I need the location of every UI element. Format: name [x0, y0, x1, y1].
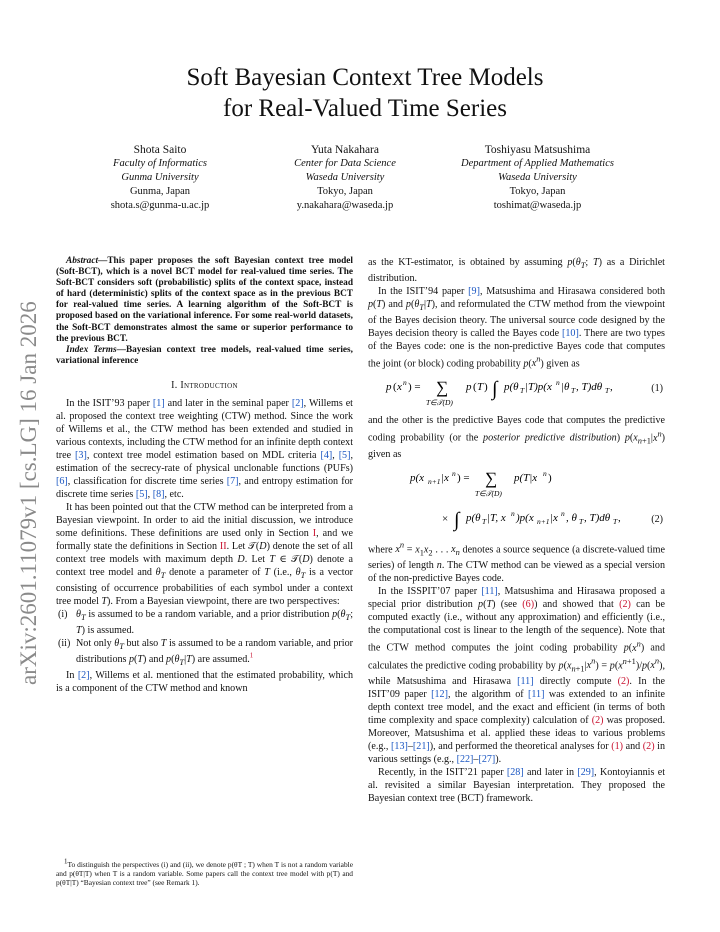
svg-text:n: n: [452, 468, 456, 478]
svg-text:|T, x: |T, x: [487, 511, 506, 524]
svg-text:∫: ∫: [454, 508, 460, 531]
citation-link[interactable]: [2]: [291, 397, 304, 409]
author-department: Center for Data Science: [294, 158, 396, 169]
perspective-list: [56, 608, 353, 669]
svg-text:|x: |x: [550, 511, 558, 524]
author-organization: Waseda University: [305, 172, 385, 183]
svg-text:n+1: n+1: [428, 476, 441, 486]
author-email: shota.s@gunma-u.ac.jp: [110, 200, 210, 211]
svg-text:n: n: [556, 378, 560, 388]
abstract: [56, 256, 353, 345]
svg-text:) =: ) =: [408, 381, 421, 394]
svg-text:x: x: [397, 381, 402, 394]
footnote: 1To distinguish the perspectives (i) and (ii), we denote p(θT ; T) when T is not a random variable and p(θT|T) when T is a random variable. Some papers call the context tree model with p(T) and p(θT|T) “Bayesian context tree” (see Remark 1).: [56, 857, 353, 888]
author-email: y.nakahara@waseda.jp: [296, 200, 394, 211]
svg-text:): ): [548, 471, 552, 484]
equation-link[interactable]: (2): [642, 740, 655, 752]
author-location: Tokyo, Japan: [317, 186, 373, 197]
svg-text:T: T: [579, 516, 584, 526]
svg-text:T: T: [477, 381, 484, 394]
citation-link[interactable]: [8]: [152, 488, 165, 500]
svg-text:∑: ∑: [436, 378, 449, 398]
body-paragraph: and the other is the predictive Bayes code that computes the predictive coding probability (or the posterior predictive distribution) $p(x_{n+1}|x^n)$ given as: [368, 415, 666, 460]
body-paragraph: It has been pointed out that the CTW method can be interpreted from a Bayesian viewpoint. In order to aid the initial discussion, we introduce some definitions. These definitions are used only in Section I, and we formally state the definitions in Section II. Let 𝒯(D) denote the set of all context tree models with maximum depth D. Let T ∈ 𝒯(D) denote a context tree model and $\theta_T$ denote a parameter of T (i.e., $\theta_T$ is a vector consisting of occurrence probabilities of each symbol under a context tree model T). From a Bayesian viewpoint, there are two perspectives:: [56, 501, 353, 607]
citation-link[interactable]: [3]: [75, 449, 87, 461]
svg-text:T: T: [571, 386, 576, 396]
equation-link[interactable]: (2): [617, 675, 630, 687]
svg-text:,: ,: [610, 381, 613, 394]
citation-link[interactable]: [1]: [152, 397, 165, 409]
author-organization: Gunma University: [121, 172, 199, 183]
citation-link[interactable]: [10]: [562, 328, 579, 340]
svg-text:p: p: [466, 381, 472, 394]
svg-text:p: p: [386, 381, 392, 394]
svg-text:,: ,: [618, 511, 621, 524]
author-location: Tokyo, Japan: [509, 186, 566, 197]
arxiv-stamp: [2, 260, 52, 690]
svg-text:T: T: [520, 386, 525, 396]
right-column: [368, 256, 665, 805]
citation-link[interactable]: [5]: [135, 488, 148, 500]
author-2: [250, 143, 440, 213]
citation-link[interactable]: [7]: [226, 475, 239, 487]
equation-link[interactable]: (2): [619, 599, 631, 611]
citation-link[interactable]: [13]: [391, 740, 408, 752]
left-column: [56, 256, 353, 695]
svg-text:T: T: [605, 386, 610, 396]
author-email: toshimat@waseda.jp: [493, 200, 582, 211]
svg-text:p(θ: p(θ: [504, 381, 519, 394]
citation-link[interactable]: [21]: [412, 740, 430, 752]
svg-text:, T)dθ: , T)dθ: [576, 381, 603, 394]
equation-link[interactable]: (1): [611, 740, 624, 752]
body-paragraph: In the ISIT’94 paper [9], Matsushima and Hirasawa considered both p(T) and $p(\theta_T|T)$, and reformulated the CTW method from the viewpoint of the Bayes decision theory. The universal source code designed by the Bayes decision theory is called the Bayes code [10]. There are two types of the Bayes code: one is the non-predictive Bayes code that computes the joint (or block) coding probability $p(x^n)$ given as: [368, 286, 665, 370]
citation-link[interactable]: [12]: [431, 688, 448, 700]
equation-number: (2): [651, 513, 663, 525]
body-paragraph: where $x^n = x_1x_2$ . . . $x_n$ denotes a source sequence (a discrete-valued time series) of length n. The CTW method can be viewed as a special version of the non-predictive Bayes code.: [368, 540, 665, 585]
svg-text:): ): [484, 381, 488, 394]
index-terms-text: —Bayesian context tree models, real-valued time series, variational inference: [56, 344, 353, 366]
svg-text:|θ: |θ: [561, 381, 570, 394]
equation-link[interactable]: (6): [522, 599, 535, 611]
paper-title: [80, 62, 650, 124]
author-department: Faculty of Informatics: [113, 158, 207, 169]
citation-link[interactable]: [29]: [577, 766, 595, 778]
citation-link[interactable]: [11]: [528, 688, 545, 700]
svg-text:(: (: [473, 381, 477, 394]
citation-link[interactable]: [27]: [478, 753, 496, 765]
svg-text:n+1: n+1: [537, 516, 550, 526]
svg-text:T: T: [613, 516, 618, 526]
svg-text:∑: ∑: [485, 468, 498, 488]
abstract-label: Abstract: [66, 256, 99, 266]
author-name: Shota Saito: [133, 144, 187, 156]
body-paragraph: as the KT-estimator, is obtained by assuming $p(\theta_T$; T) as a Dirichlet distribution.: [368, 257, 665, 285]
svg-text:T∈𝒯(D): T∈𝒯(D): [426, 398, 453, 408]
author-1: [80, 143, 240, 213]
equation-2: [368, 465, 665, 535]
svg-text:n: n: [543, 468, 547, 478]
author-department: Department of Applied Mathematics: [461, 158, 614, 169]
author-name: Toshiyasu Matsushima: [484, 144, 591, 156]
svg-text:, T)dθ: , T)dθ: [584, 511, 611, 524]
svg-text:∫: ∫: [492, 378, 498, 401]
author-3: [435, 143, 640, 213]
svg-text:n: n: [561, 508, 565, 518]
footnote-link[interactable]: 1: [249, 651, 254, 660]
citation-link[interactable]: [22]: [456, 753, 474, 765]
citation-link[interactable]: [28]: [506, 766, 524, 778]
section-link[interactable]: I: [312, 527, 317, 539]
citation-link[interactable]: [11]: [517, 675, 534, 687]
list-item: (i) $\theta_T$ is assumed to be a random variable, and a prior distribution $p(\theta_T$; T) is assumed.: [58, 608, 353, 636]
svg-text:T: T: [482, 516, 487, 526]
svg-text:|T)p(x: |T)p(x: [525, 381, 552, 394]
svg-text:p(θ: p(θ: [466, 511, 481, 524]
svg-text:|x: |x: [441, 471, 449, 484]
equation-link[interactable]: (2): [591, 714, 604, 726]
svg-text:p(T|x: p(T|x: [514, 471, 538, 484]
citation-link[interactable]: [5]: [338, 449, 351, 461]
section-heading: I. Introduction: [171, 379, 238, 391]
title-line-2: for Real-Valued Time Series: [223, 95, 507, 122]
author-block: [65, 143, 665, 223]
citation-link[interactable]: [9]: [468, 286, 480, 298]
svg-text:n: n: [511, 508, 515, 518]
svg-text:)p(x: )p(x: [516, 511, 534, 524]
citation-link[interactable]: [11]: [481, 586, 498, 598]
equation-1: [368, 374, 665, 410]
svg-text:) =: ) =: [457, 471, 470, 484]
svg-text:, θ: , θ: [566, 511, 577, 524]
abstract-text: —This paper proposes the soft Bayesian context tree model (Soft-BCT), which is a novel BCT model for real-valued time series. The Soft-BCT considers soft (probabilistic) splits of the context space, instead of hard (deterministic) splits of the context space as in the previous BCT for real-valued time series. A learning algorithm of the Soft-BCT is proposed based on the variational inference. For some real-world datasets, the Soft-BCT demonstrates almost the same or superior performance to the previous BCT.: [56, 256, 353, 344]
body-paragraph: Recently, in the ISIT’21 paper [28] and later in [29], Kontoyiannis et al. revisited a similar Bayesian interpretation. They proposed the Bayesian context tree (BCT) framework.: [368, 766, 666, 804]
svg-text:p(x: p(x: [410, 471, 425, 484]
svg-text:×: ×: [442, 512, 449, 525]
footnote-text: To distinguish the perspectives (i) and (ii), we denote p(θT ; T) when T is not a random variable and p(θT|T) when T is a random variable. Some papers call the context tree model with p(T) and p(θT|T) “Bayesian context tree” (see Remark 1).: [56, 860, 353, 888]
citation-link[interactable]: [6]: [56, 475, 68, 487]
index-terms-label: Index Terms: [66, 344, 117, 355]
title-line-1: Soft Bayesian Context Tree Models: [186, 64, 544, 91]
body-paragraph: In the ISIT’93 paper [1] and later in the seminal paper [2], Willems et al. proposed the context tree weighting (CTW) method. Since the work of Willems et al., the CTW method has been extended and studied in various contexts, including the CTW method for an infinite depth context tree [3], context tree model estimation based on MDL criteria [4], [5], estimation of the secrecy-rate of physical unclonable functions (PUFs) [6], classification for discrete time series [7], and entropy estimation for discrete time series [5], [8], etc.: [56, 397, 353, 500]
index-terms: [56, 345, 353, 367]
svg-text:arXiv:2601.11079v1 [cs.LG] 1: arXiv:2601.11079v1 [cs.LG] 16 Jan 2026: [16, 301, 41, 685]
svg-text:T∈𝒯(D): T∈𝒯(D): [475, 488, 502, 498]
body-paragraph: In [2], Willems et al. mentioned that the estimated probability, which is a component of the CTW method and known: [56, 670, 353, 694]
svg-text:(: (: [393, 381, 397, 394]
body-paragraph: In the ISSPIT’07 paper [11], Matsushima and Hirasawa proposed a special prior distribution p(T) (see (6)) and showed that (2) can be computed exactly (i.e., without any approximation) and efficiently (i.e., the computational cost is linear to the length of the sequence). Note that the CTW method computes the joint coding probability $p(x^n)$ and calculates the predictive coding probability by $p(x_{n+1}|x^n) = p(x^{n+1})/p(x^n)$, while Matsushima and Hirasawa [11] directly compute (2). In the ISIT’09 paper [12], the algorithm of [11] was extended to an infinite depth context tree model, and the exact and efficient (in terms of both time complexity and space complexity) calculation of (2) was proposed. Moreover, Matsushima et al. applied these ideas to various problems (e.g., [13]–[21]), and performed the theoretical analyses for (1) and (2) in various settings (e.g., [22]–[27]).: [368, 586, 666, 765]
list-item: (ii) Not only $\theta_T$ but also T is assumed to be a random variable, and prior distributions p(T) and $p(\theta_T|T)$ are assumed.$^1$: [58, 637, 354, 667]
author-location: Gunma, Japan: [129, 186, 191, 197]
author-organization: Waseda University: [498, 172, 577, 183]
author-name: Yuta Nakahara: [310, 144, 379, 156]
svg-text:n: n: [403, 378, 407, 388]
citation-link[interactable]: [4]: [320, 449, 333, 461]
equation-number: (1): [651, 383, 663, 395]
citation-link[interactable]: [2]: [77, 670, 90, 681]
section-link[interactable]: II: [219, 540, 227, 552]
